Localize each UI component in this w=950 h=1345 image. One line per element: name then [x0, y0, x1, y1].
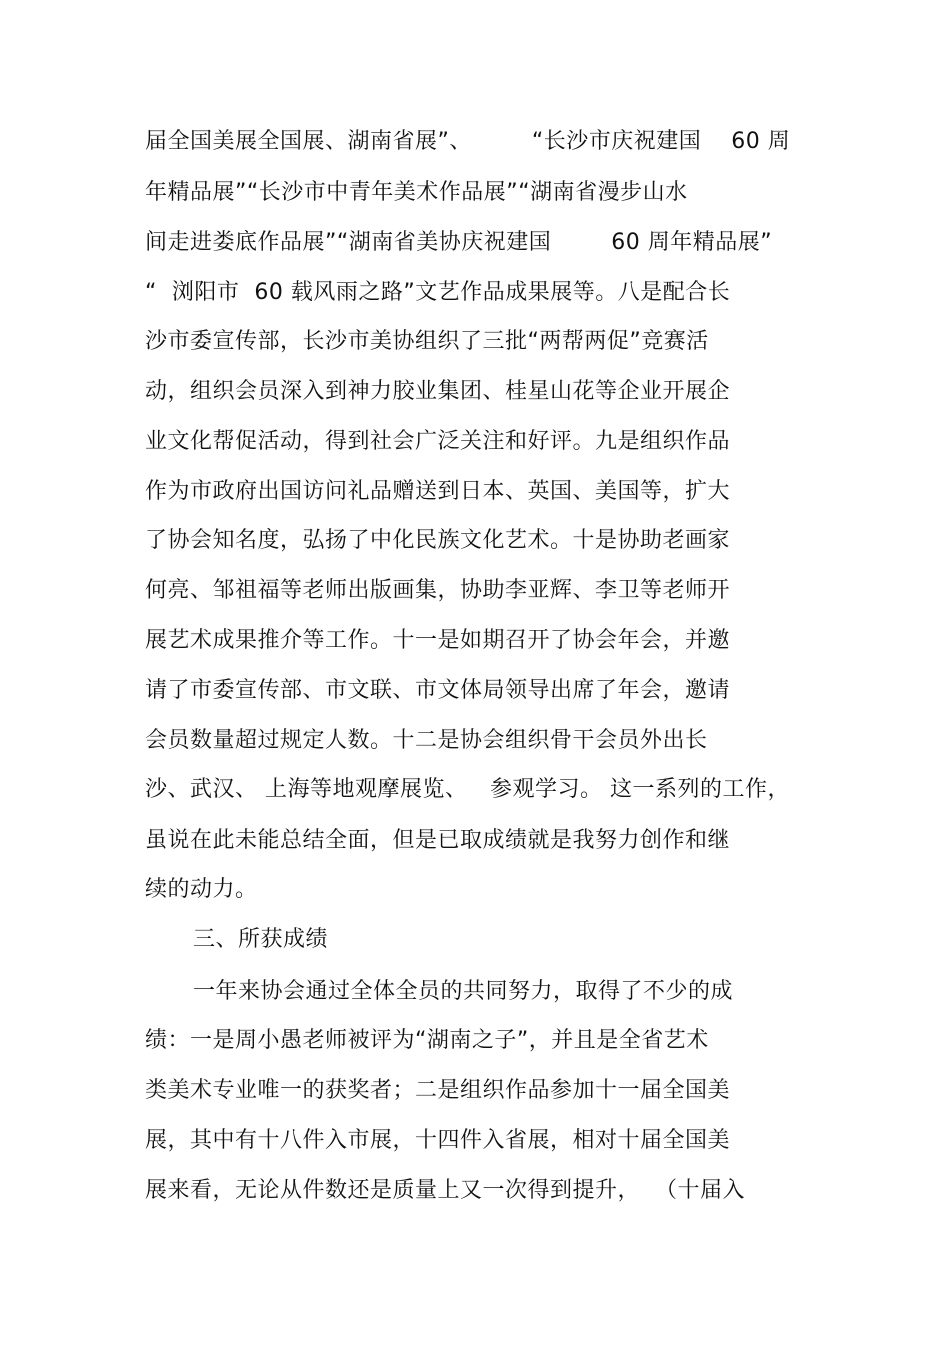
text-line: 续的动力。	[145, 877, 258, 902]
text-line: 间走进娄底作品展”“湖南省美协庆祝建国 60 周年精品展”	[145, 230, 773, 255]
text-line: 沙、武汉、 上海等地观摩展览、 参观学习。 这一系列的工作，	[145, 777, 790, 802]
text-line: 请了市委宣传部、市文联、市文体局领导出席了年会，邀请	[145, 678, 731, 703]
text-line: 年精品展”“长沙市中青年美术作品展”“湖南省漫步山水	[145, 180, 688, 205]
paragraph-line: 类美术专业唯一的获奖者；二是组织作品参加十一届全国美	[145, 1078, 731, 1103]
text-line: 展艺术成果推介等工作。十一是如期召开了协会年会，并邀	[145, 628, 731, 653]
text-line: 沙市委宣传部，长沙市美协组织了三批“两帮两促”竞赛活	[145, 329, 709, 354]
paragraph-line: 展来看，无论从件数还是质量上又一次得到提升， （十届入	[145, 1178, 745, 1203]
text-line: 何亮、邹祖福等老师出版画集，协助李亚辉、李卫等老师开	[145, 578, 731, 603]
text-line: 了协会知名度，弘扬了中化民族文化艺术。十是协助老画家	[145, 528, 731, 553]
text-line: 作为市政府出国访问礼品赠送到日本、英国、美国等，扩大	[145, 479, 731, 504]
text-line: 届全国美展全国展、湖南省展”、 “长沙市庆祝建国 60 周	[145, 129, 791, 154]
paragraph-first-line: 一年来协会通过全体全员的共同努力，取得了不少的成	[193, 979, 734, 1004]
section-heading: 三、所获成绩	[193, 927, 329, 952]
text-line: “ 浏阳市 60 载风雨之路”文艺作品成果展等。八是配合长	[145, 280, 731, 305]
paragraph-line: 展，其中有十八件入市展，十四件入省展，相对十届全国美	[145, 1128, 731, 1153]
text-line: 虽说在此未能总结全面，但是已取成绩就是我努力创作和继	[145, 828, 731, 853]
text-line: 动，组织会员深入到神力胶业集团、桂星山花等企业开展企	[145, 379, 731, 404]
text-line: 业文化帮促活动，得到社会广泛关注和好评。九是组织作品	[145, 429, 731, 454]
paragraph-line: 绩：一是周小愚老师被评为“湖南之子”，并且是全省艺术	[145, 1028, 709, 1053]
text-line: 会员数量超过规定人数。十二是协会组织骨干会员外出长	[145, 728, 708, 753]
